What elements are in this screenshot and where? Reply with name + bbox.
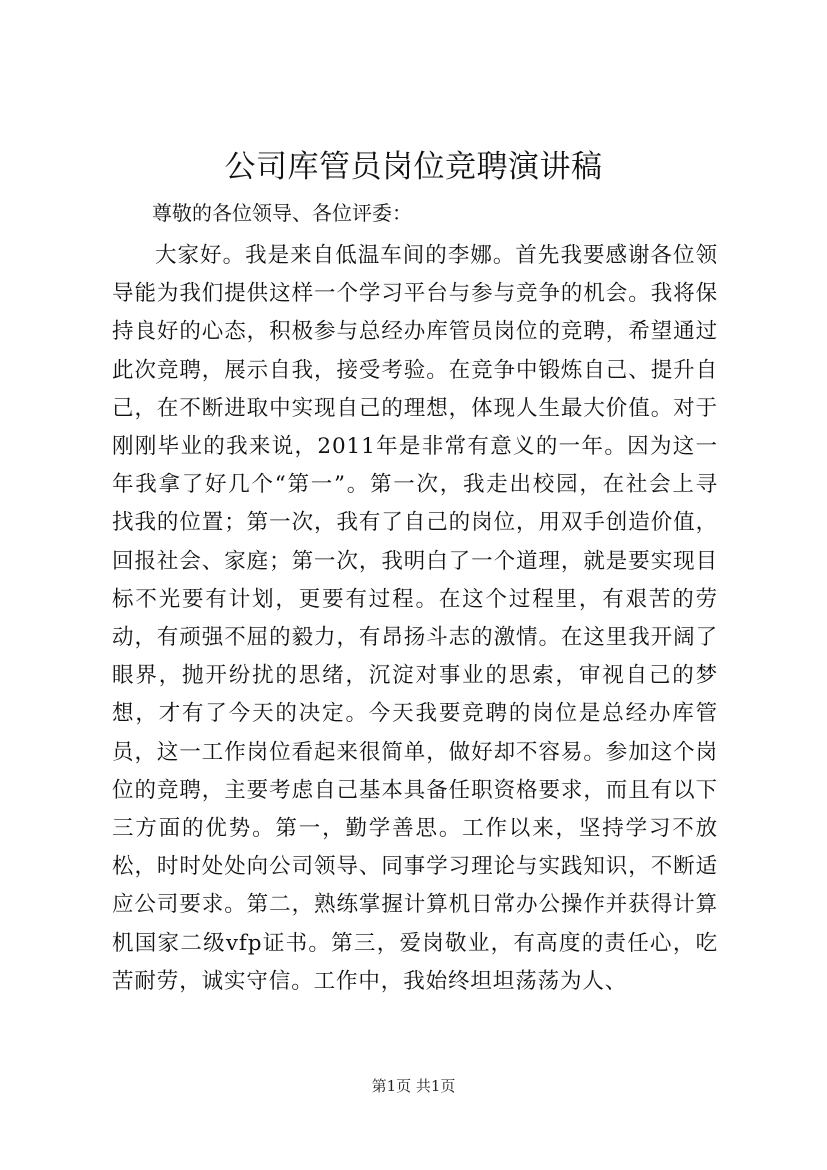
page-title: 公司库管员岗位竞聘演讲稿 [224,149,603,185]
body-paragraph: 大家好。我是来自低温车间的李娜。首先我要感谢各位领导能为我们提供这样一个学习平台与参与竞争的机会。我将保持良好的心态，积极参与总经办库管员岗位的竞聘，希望通过此次竞聘，展示自我，接受考验。在竞争中锻炼自己、提升自己，在不断进取中实现自己的理想，体现人生最大价值。对于刚刚毕业的我来说，2011年是非常有意义的一年。因为这一年我拿了好几个“第一”。第一次，我走出校园，在社会上寻找我的位置；第一次，我有了自己的岗位，用双手创造价值，回报社会、家庭；第一次，我明白了一个道理，就是要实现目标不光要有计划，更要有过程。在这个过程里，有艰苦的劳动，有顽强不屈的毅力，有昂扬斗志的激情。在这里我开阔了眼界，抛开纷扰的思绪，沉淀对事业的思索，审视自己的梦想，才有了今天的决定。今天我要竞聘的岗位是总经办库管员，这一工作岗位看起来很简单，做好却不容易。参加这个岗位的竞聘，主要考虑自己基本具备任职资格要求，而且有以下三方面的优势。第一，勤学善思。工作以来，坚持学习不放松，时时处处向公司领导、同事学习理论与实践知识，不断适应公司要求。第二，熟练掌握计算机日常办公操作并获得计算机国家二级vfp证书。第三，爱岗敬业，有高度的责任心，吃苦耐劳，诚实守信。工作中，我始终坦坦荡荡为人、 [112,243,718,994]
salutation: 尊敬的各位领导、各位评委： [152,201,412,225]
page-footer: 第1页 共1页 [371,1077,456,1095]
